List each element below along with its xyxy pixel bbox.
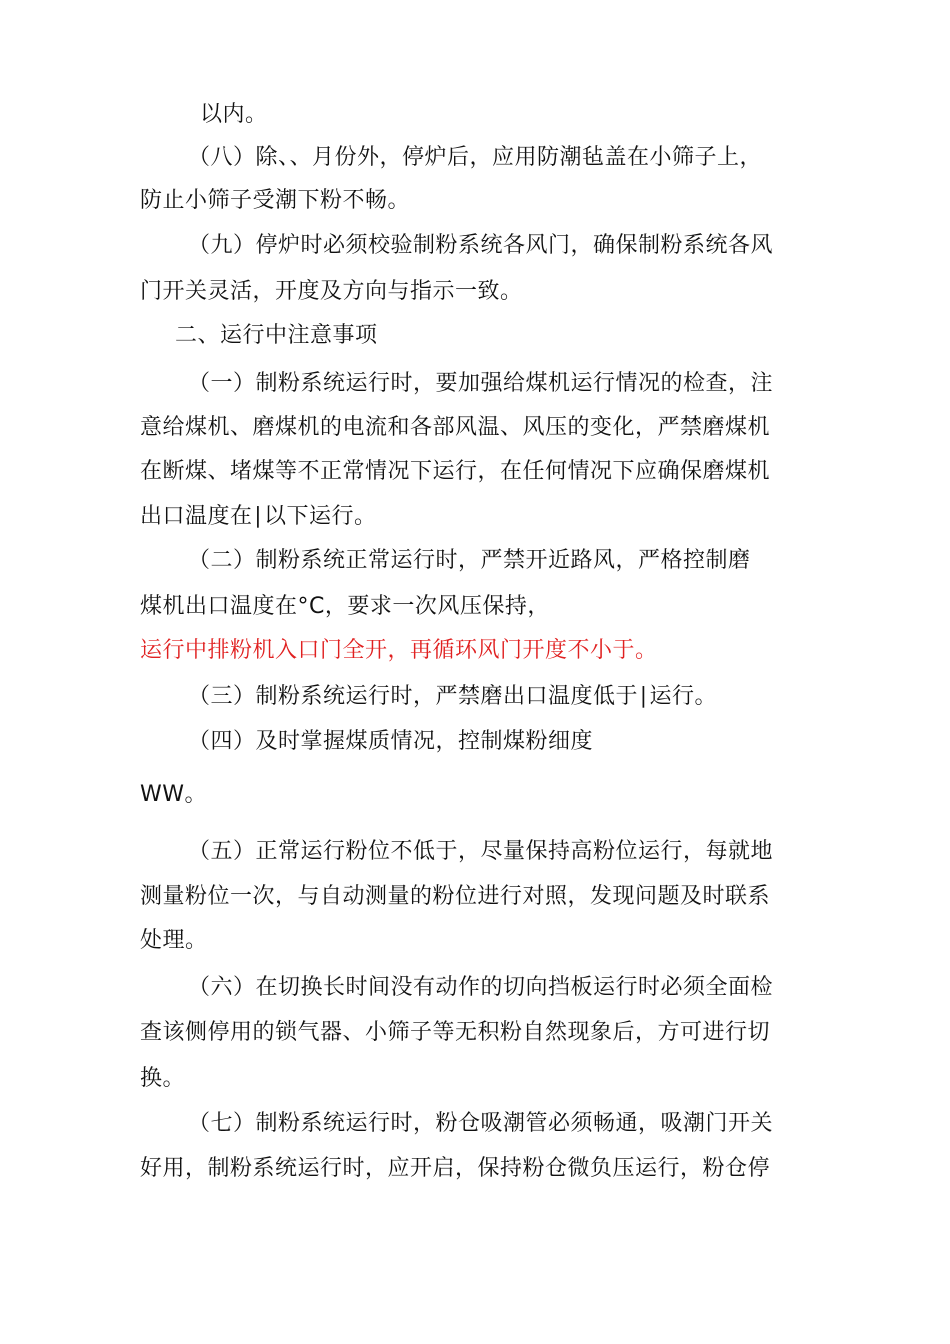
text-line: WW。 bbox=[140, 782, 208, 807]
text-line: 煤机出口温度在°C，要求一次风压保持， bbox=[140, 594, 550, 619]
text-line: 出口温度在∣以下运行。 bbox=[140, 504, 377, 529]
text-line: （一）制粉系统运行时，要加强给煤机运行情况的检查，注 bbox=[188, 371, 774, 396]
text-line: （二）制粉系统正常运行时，严禁开近路风，严格控制磨 bbox=[188, 548, 751, 573]
text-line: （九）停炉时必须校验制粉系统各风门，确保制粉系统各风 bbox=[188, 233, 774, 258]
text-line: 好用，制粉系统运行时，应开启，保持粉仓微负压运行，粉仓停 bbox=[140, 1156, 771, 1181]
text-line: （六）在切换长时间没有动作的切向挡板运行时必须全面检 bbox=[188, 975, 774, 1000]
text-line: 以内。 bbox=[200, 102, 268, 127]
text-line: （五）正常运行粉位不低于，尽量保持高粉位运行，每就地 bbox=[188, 839, 774, 864]
highlighted-text-line: 运行中排粉机入口门全开，再循环风门开度不小于。 bbox=[140, 638, 658, 663]
section-heading: 二、运行中注意事项 bbox=[175, 323, 378, 348]
text-line: （七）制粉系统运行时，粉仓吸潮管必须畅通，吸潮门开关 bbox=[188, 1111, 774, 1136]
text-line: 在断煤、堵煤等不正常情况下运行，在任何情况下应确保磨煤机 bbox=[140, 459, 771, 484]
text-line: 测量粉位一次，与自动测量的粉位进行对照，发现问题及时联系 bbox=[140, 884, 771, 909]
text-line: 换。 bbox=[140, 1066, 186, 1091]
text-line: 查该侧停用的锁气器、小筛子等无积粉自然现象后，方可进行切 bbox=[140, 1020, 771, 1045]
text-line: （三）制粉系统运行时，严禁磨出口温度低于∣运行。 bbox=[188, 684, 718, 709]
text-line: 门开关灵活，开度及方向与指示一致。 bbox=[140, 279, 523, 304]
text-line: （八）除、、月份外，停炉后，应用防潮毡盖在小筛子上， bbox=[188, 145, 763, 170]
text-line: 防止小筛子受潮下粉不畅。 bbox=[140, 188, 411, 213]
text-line: （四）及时掌握煤质情况，控制煤粉细度 bbox=[188, 729, 594, 754]
text-line: 意给煤机、磨煤机的电流和各部风温、风压的变化，严禁磨煤机 bbox=[140, 415, 771, 440]
text-line: 处理。 bbox=[140, 928, 208, 953]
